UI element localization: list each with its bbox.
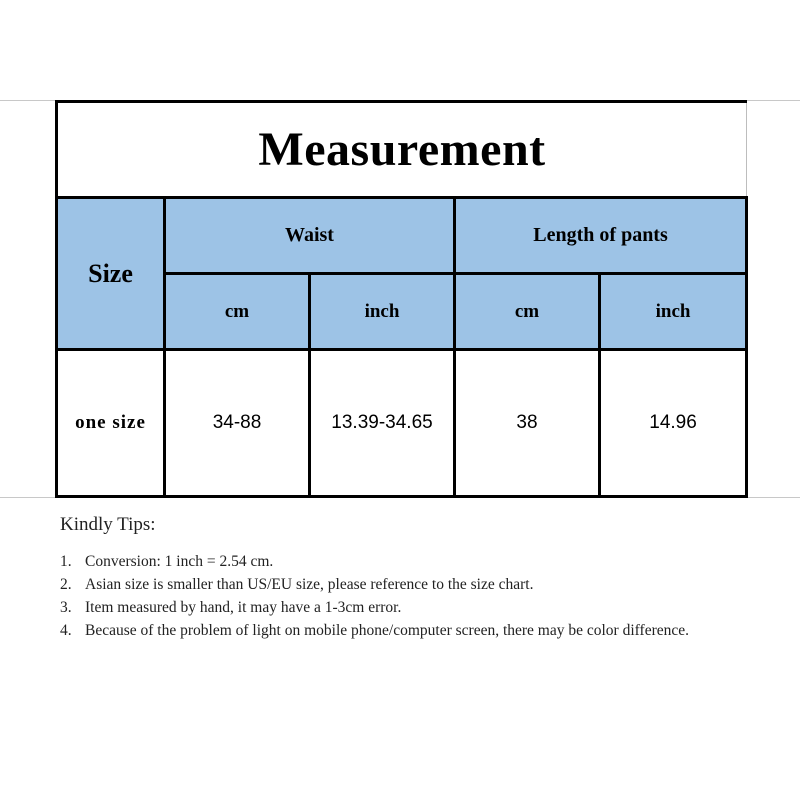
size-column-header: Size bbox=[57, 198, 165, 350]
waist-inch-header: inch bbox=[310, 274, 455, 350]
kindly-tips bbox=[60, 514, 760, 642]
list-item-number: 1. bbox=[60, 553, 72, 570]
waist-header: Waist bbox=[165, 198, 455, 274]
tips-list bbox=[60, 550, 760, 642]
table-title: Measurement bbox=[57, 102, 747, 198]
tips-title: Kindly Tips: bbox=[60, 514, 156, 535]
waist-cm-header: cm bbox=[165, 274, 310, 350]
list-item bbox=[60, 619, 760, 642]
list-item bbox=[60, 550, 760, 573]
table-row bbox=[57, 350, 747, 497]
list-item-text: Asian size is smaller than US/EU size, please reference to the size chart. bbox=[85, 576, 534, 593]
length-inch-header: inch bbox=[600, 274, 747, 350]
list-item-text: Conversion: 1 inch = 2.54 cm. bbox=[85, 553, 274, 570]
size-chart bbox=[55, 100, 745, 498]
length-cm-header: cm bbox=[455, 274, 600, 350]
list-item-text: Item measured by hand, it may have a 1-3cm error. bbox=[85, 599, 402, 616]
list-item-text: Because of the problem of light on mobile phone/computer screen, there may be color difference. bbox=[85, 622, 689, 639]
length-inch-value: 14.96 bbox=[600, 350, 747, 497]
length-cm-value: 38 bbox=[455, 350, 600, 497]
size-label: one size bbox=[57, 350, 165, 497]
size-table bbox=[55, 100, 748, 498]
list-item-number: 3. bbox=[60, 599, 72, 616]
list-item-number: 2. bbox=[60, 576, 72, 593]
list-item-number: 4. bbox=[60, 622, 72, 639]
waist-inch-value: 13.39-34.65 bbox=[310, 350, 455, 497]
waist-cm-value: 34-88 bbox=[165, 350, 310, 497]
length-of-pants-header: Length of pants bbox=[455, 198, 747, 274]
list-item bbox=[60, 596, 760, 619]
list-item bbox=[60, 573, 760, 596]
